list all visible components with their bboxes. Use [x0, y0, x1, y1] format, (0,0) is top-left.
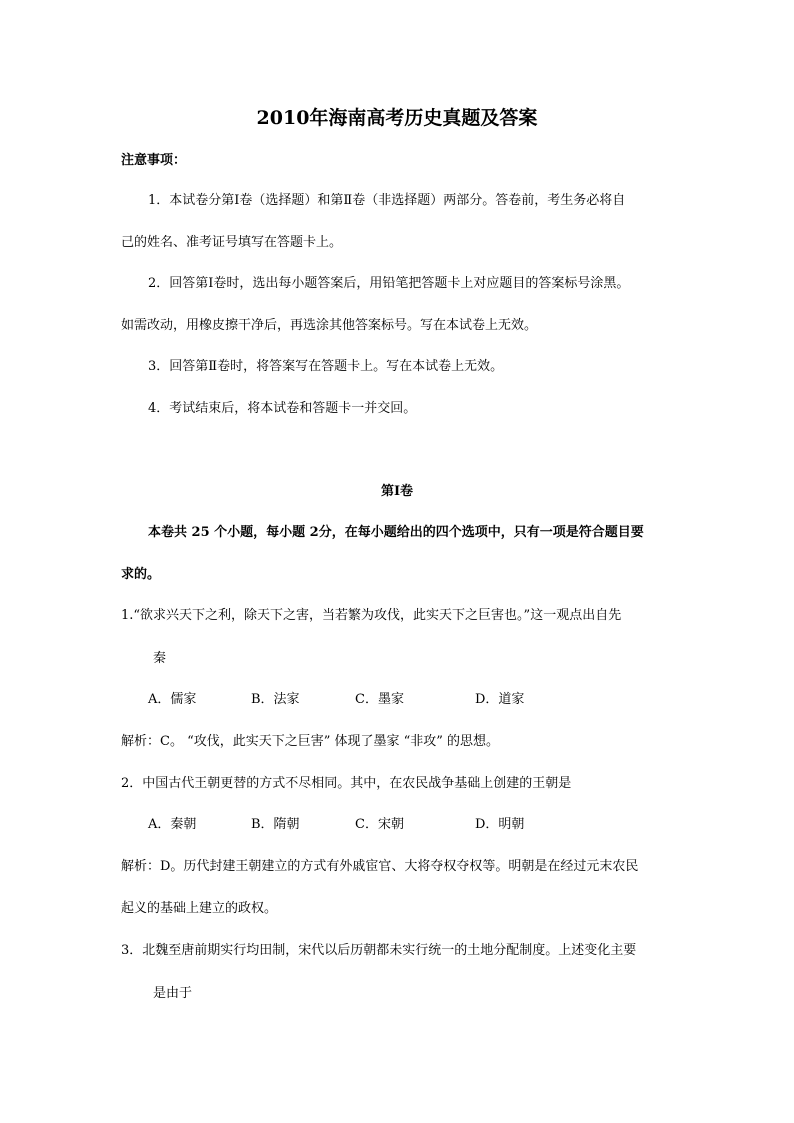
question-2-option-b: B．隋朝 — [251, 817, 300, 832]
question-1-option-b: B．法家 — [251, 692, 300, 707]
section-title: 第Ⅰ卷 — [380, 484, 414, 499]
question-2-stem: 2．中国古代王朝更替的方式不尽相同。其中，在农民战争基础上创建的王朝是 — [121, 776, 572, 791]
question-1-option-a: A．儒家 — [148, 692, 197, 707]
question-2-option-a: A．秦朝 — [148, 817, 197, 832]
question-2-option-c: C．宋朝 — [355, 817, 404, 832]
notice-item-1-cont: 己的姓名、准考证号填写在答题卡上。 — [121, 235, 343, 250]
section-intro-line1: 本卷共 25 个小题，每小题 2分，在每小题给出的四个选项中，只有一项是符合题目要 — [148, 525, 644, 540]
notice-item-3: 3．回答第Ⅱ卷时，将答案写在答题卡上。写在本试卷上无效。 — [148, 359, 504, 374]
question-2-option-d: D．明朝 — [475, 817, 525, 832]
notice-item-4: 4．考试结束后，将本试卷和答题卡一并交回。 — [148, 401, 417, 416]
question-1-stem-cont: 秦 — [153, 651, 167, 666]
page-title: 2010年海南高考历史真题及答案 — [256, 107, 538, 129]
question-2-analysis-cont: 起义的基础上建立的政权。 — [121, 901, 278, 916]
question-1-stem: 1.“欲求兴天下之利，除天下之害，当若繁为攻伐，此实天下之巨害也。”这一观点出自先 — [121, 608, 622, 623]
question-1-option-c: C．墨家 — [355, 692, 404, 707]
section-intro-line2: 求的。 — [121, 567, 161, 582]
question-3-stem: 3．北魏至唐前期实行均田制，宋代以后历朝都未实行统一的土地分配制度。上述变化主要 — [121, 943, 637, 958]
question-1-option-d: D．道家 — [475, 692, 525, 707]
notice-heading: 注意事项： — [121, 153, 187, 168]
question-1-analysis: 解析：C。 “攻伐，此实天下之巨害” 体现了墨家 “非攻” 的思想。 — [121, 734, 500, 749]
question-2-analysis: 解析：D。历代封建王朝建立的方式有外戚宦官、大将夺权夺权等。明朝是在经过元末农民 — [121, 859, 639, 874]
notice-item-2-cont: 如需改动，用橡皮擦干净后，再选涂其他答案标号。写在本试卷上无效。 — [121, 318, 538, 333]
notice-item-1: 1．本试卷分第Ⅰ卷（选择题）和第Ⅱ卷（非选择题）两部分。答卷前，考生务必将自 — [148, 193, 626, 208]
question-3-stem-cont: 是由于 — [153, 986, 193, 1001]
notice-item-2: 2．回答第Ⅰ卷时，选出每小题答案后，用铅笔把答题卡上对应题目的答案标号涂黑。 — [148, 276, 630, 291]
